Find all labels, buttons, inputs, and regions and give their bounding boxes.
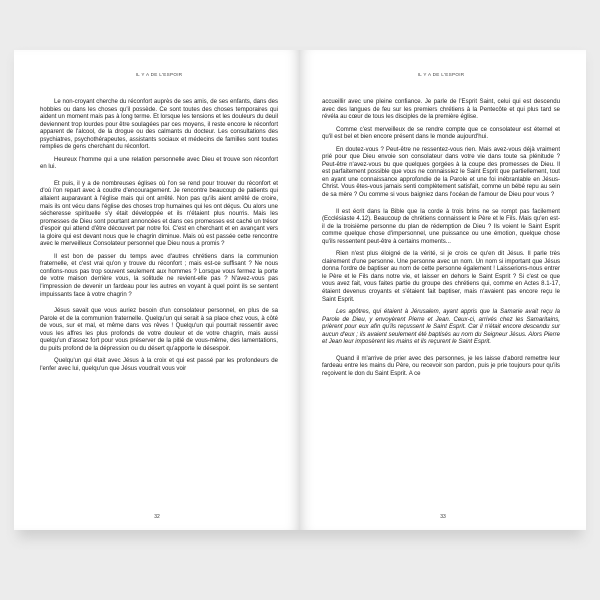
- page-body: [40, 99, 278, 374]
- running-head: IL Y A DE L'ESPOIR: [417, 72, 465, 77]
- page-number: 33: [440, 514, 446, 520]
- quotation: Les apôtres, qui étaient à Jérusalem, ayant appris que la Samarie avait reçu la Parole de Dieu, y envoyèrent Pierre et Jean. Ceux-ci, arrivés chez les Samaritains, prièrent pour eux afin qu'ils reçussent le Saint Esprit. Car il n'était encore descendu sur aucun d'eux ; ils avaient seulement été baptisés au nom du Seigneur Jésus. Alors Pierre et Jean leur imposèrent les mains et ils reçurent le Saint Esprit.: [322, 309, 560, 346]
- right-page: [300, 50, 586, 530]
- open-book: [14, 50, 586, 530]
- page-number: 32: [154, 514, 160, 520]
- paragraph: Quand il m'arrive de prier avec des personnes, je les laisse d'abord remettre leur fardeau entre les mains du Père, ou recevoir son pardon, puis je prie toujours pour qu'ils reçoivent le don du Saint Esprit. A ce: [322, 355, 560, 377]
- paragraph: Heureux l'homme qui a une relation personnelle avec Dieu et trouve son réconfort en lui.: [40, 156, 278, 171]
- left-page: [14, 50, 300, 530]
- paragraph: Jésus savait que vous auriez besoin d'un consolateur personnel, en plus de sa Parole et de la communion fraternelle. Quelqu'un qui serait à sa place chez vous, à côté de vous, sur et mal, et même dans vos rêves ! Quelqu'un qui pourrait ressentir avec vous les affres les plus profonds de votre douleur et de votre chagrin, mais aussi quelqu'un d'assez fort pour vous préserver de la pitié de vous-même, des lamentations, du puits profond de la dépression ou du désert qu'apporte le désespoir.: [40, 308, 278, 352]
- paragraph: En doutez-vous ? Peut-être ne ressentez-vous rien. Mais avez-vous déjà vraiment prié pour que Dieu envoie son consolateur dans votre vie dans toute sa plénitude ? Peut-être n'avez-vous bu que quelques gorgées à la coupe des promesses de Dieu. Il est parfaitement possible que vous ne connaissiez le Saint Esprit que partiellement, tout en ayant une connaissance approfondie de la Parole et une foi inébranlable en Jésus-Christ. Vous êtes-vous jamais senti complètement satisfait, comme un bébé repu au sein de sa mère ? Ou comme si vous baigniez dans l'océan de l'amour de Dieu pour vous ?: [322, 146, 560, 199]
- paragraph: Comme c'est merveilleux de se rendre compte que ce consolateur est éternel et qu'il est bel et bien encore présent dans le monde aujourd'hui.: [322, 126, 560, 141]
- paragraph: Quelqu'un qui était avec Jésus à la croix et qui est passé par les profondeurs de l'enfer avec lui, quelqu'un que Jésus voudrait vous voir: [40, 358, 278, 372]
- paragraph: Et puis, il y a de nombreuses églises où l'on se rend pour trouver du réconfort et d'où l'on repart avec à coudre d'encouragement. Je rencontre beaucoup de patients qui allaient auparavant à l'église mais qui ont arrêté. Non pas qu'ils aient arrêté de croire, mais ils ont vécu dans l'église des choses trop humaines qui les ont déçus. Ou alors une sécheresse spirituelle s'y était développée et ils n'étaient plus nourris. Mais les promesses de Dieu sont pourtant annoncées et dans ces promesses est caché un trésor d'espoir qui attend d'être découvert par notre foi. C'est en cherchant et en avançant vers la gloire qui est devant nous que le chagrin diminue. Mais où est passée cette rencontre avec le merveilleux Consolateur personnel que Dieu nous a promis ?: [40, 180, 278, 248]
- page-body: [322, 99, 560, 379]
- paragraph: Le non-croyant cherche du réconfort auprès de ses amis, de ses enfants, dans des hobbies ou dans les choses qu'il possède. Ce sont toutes des choses temporaires qui aident un moment mais pas à long terme. Et lorsque les tensions et les douleurs du deuil deviennent trop lourdes pour être soulagées par ces moyens, il reste encore le réconfort apparent de l'alcool, de la drogue ou des calmants du docteur. Les consultations des psychiatres, psychothérapeutes, assistants sociaux et médecins de familles sont toutes remplies de gens cherchant du réconfort.: [40, 99, 278, 151]
- paragraph: Il est bon de passer du temps avec d'autres chrétiens dans la communion fraternelle, et c'est vrai qu'on y trouve du réconfort ; mais est-ce suffisant ? Ne nous confions-nous pas trop souvent seulement aux hommes ? Lorsque vous fermez la porte de votre maison derrière vous, la solitude ne revient-elle pas ? N'avez-vous pas l'impression de devenir un fardeau pour les autres en voyant à quel point ils se sentent impuissants face à votre chagrin ?: [40, 253, 278, 298]
- paragraph: Il est écrit dans la Bible que la corde à trois brins ne se rompt pas facilement (Ecclésiaste 4.12). Beaucoup de chrétiens connaissent le Père et le Fils. Mais qu'en est-il de la troisième personne du plan de rédemption de Dieu ? Ils voient le Saint Esprit comme quelque chose d'impersonnel, une puissance ou une émotion, quelque chose qu'ils ressentent peut-être à certains moments...: [322, 208, 560, 245]
- paragraph: accueillir avec une pleine confiance. Je parle de l'Esprit Saint, celui qui est descendu avec des langues de feu sur les premiers chrétiens à la Pentecôte et qui plus tard se révéla au cœur de tous les disciples de la première église.: [322, 99, 560, 121]
- running-head: IL Y A DE L'ESPOIR: [135, 72, 183, 77]
- paragraph: Rien n'est plus éloigné de la vérité, si je crois ce qu'en dit Jésus. Il parle très clairement d'une personne. Une personne avec un nom. Un nom si important que Jésus donna l'ordre de baptiser au nom de cette personne également ! Laisserions-nous entrer le Père et le Fils dans notre vie, et laisser en dehors le Saint Esprit ? Si c'est ce que vous avez fait, vous faites partie du groupe des chrétiens qui, comme en Actes 8.1-17, étaient devenus croyants et s'étaient fait baptiser, mais n'avaient pas encore reçu le Saint Esprit.: [322, 251, 560, 303]
